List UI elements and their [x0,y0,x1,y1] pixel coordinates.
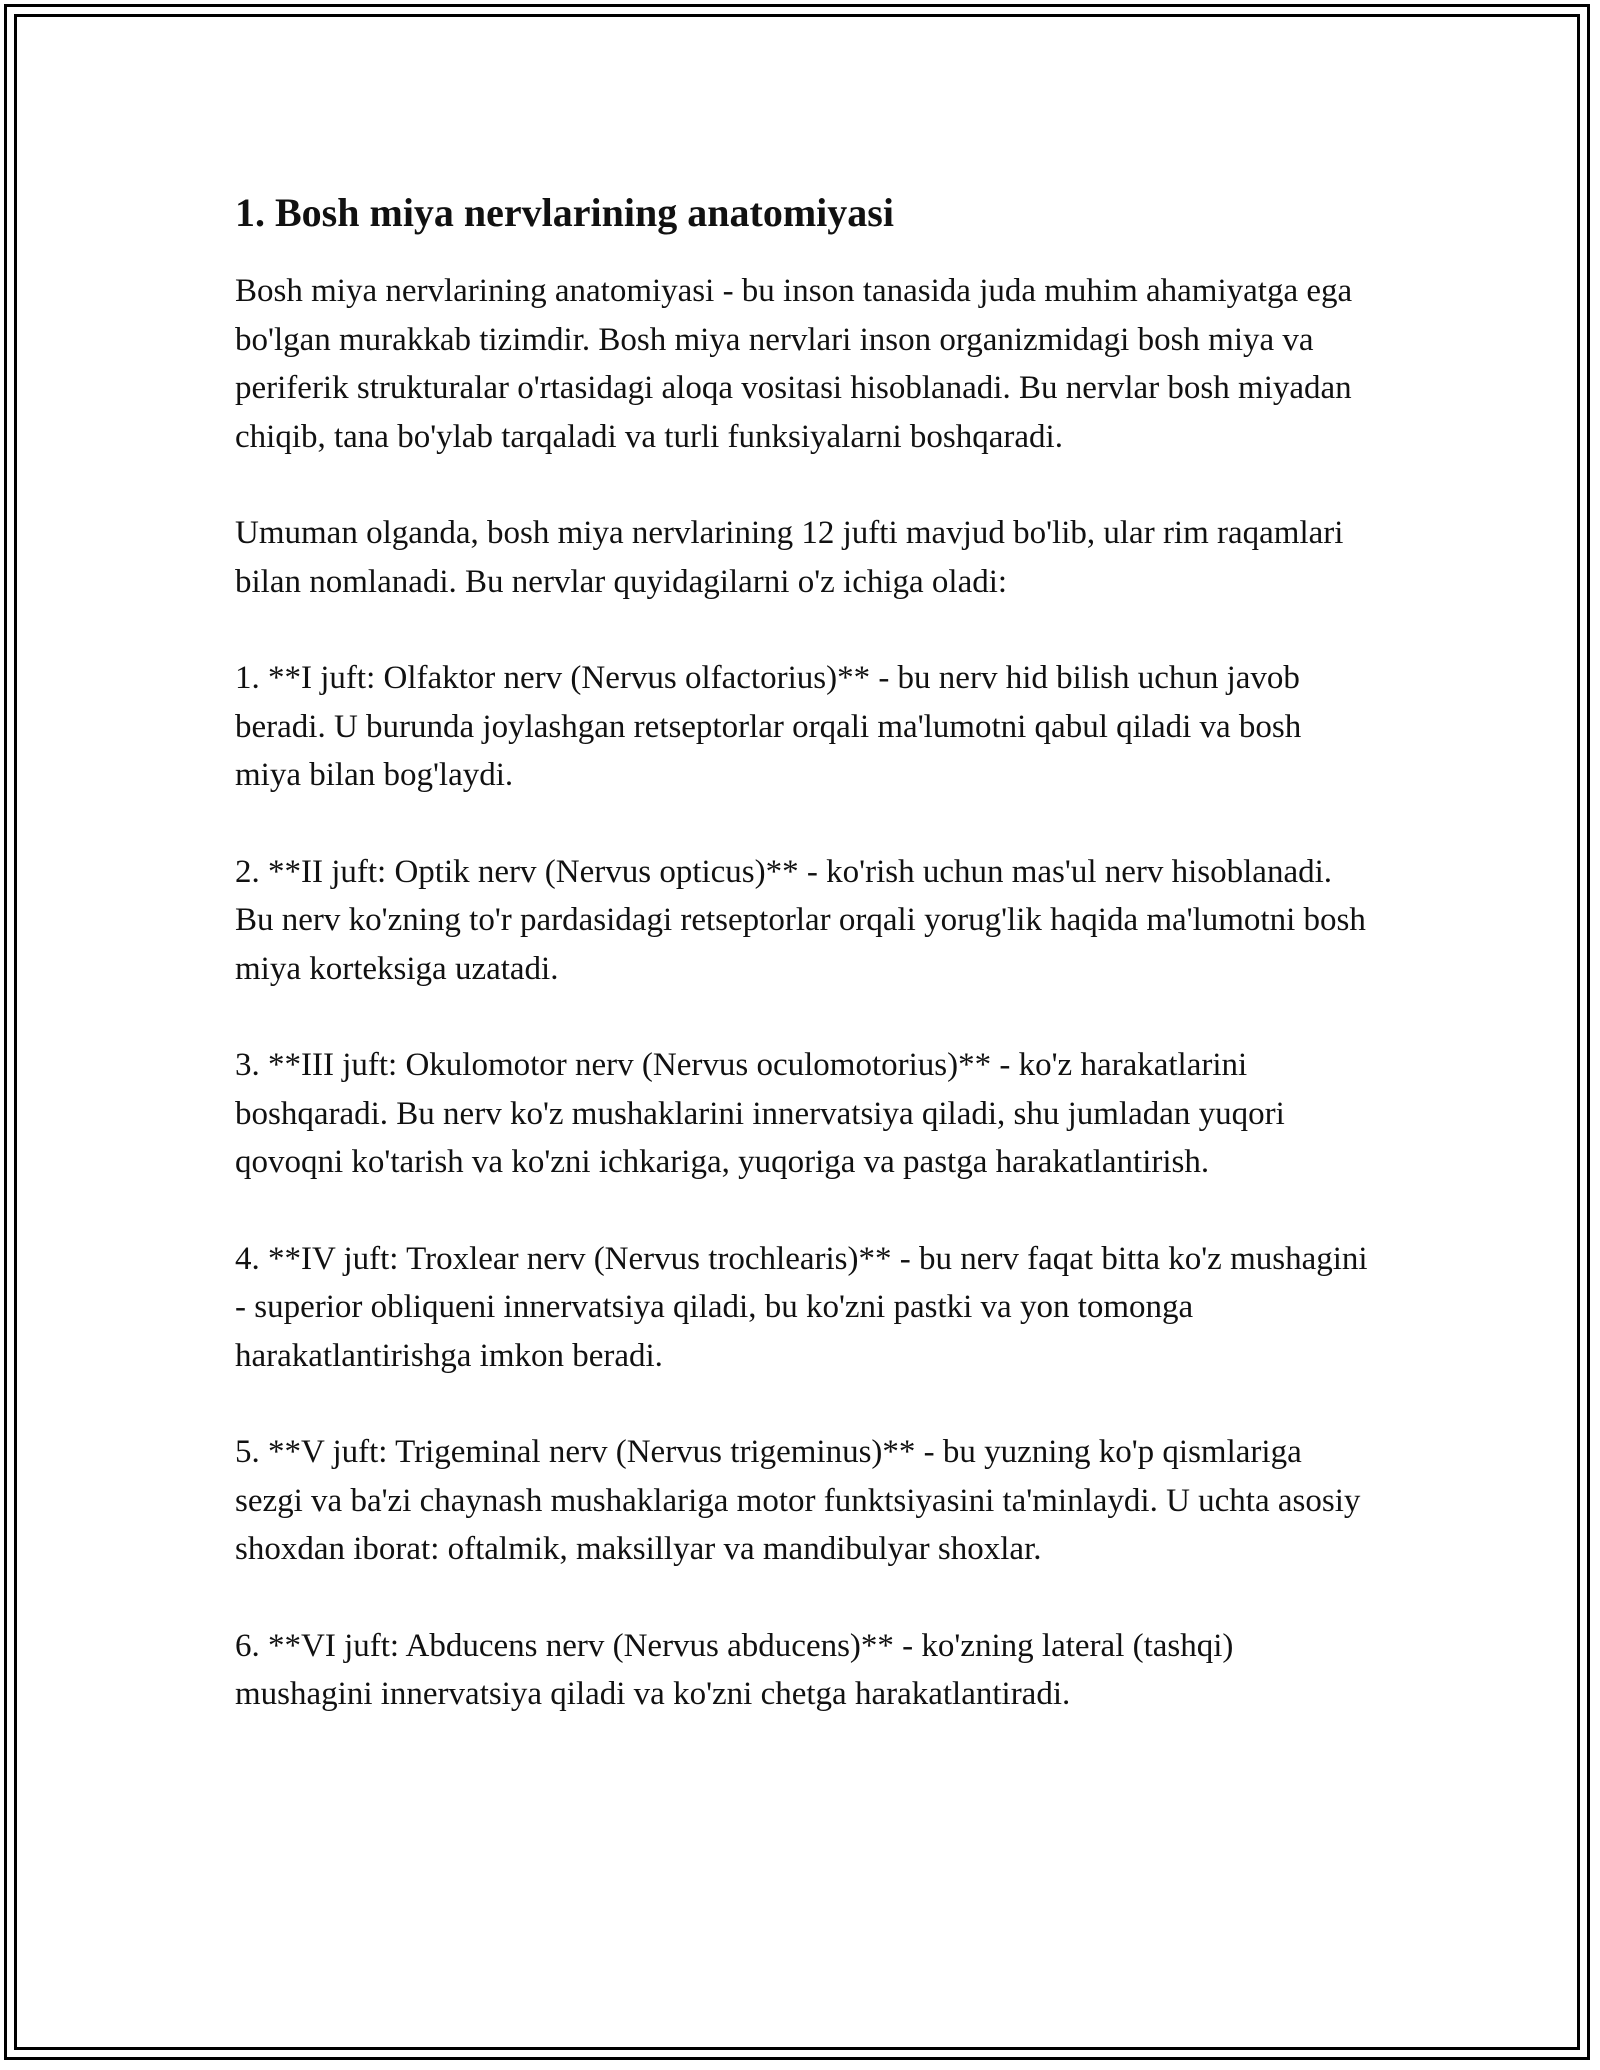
list-item-nerve-4: 4. **IV juft: Troxlear nerv (Nervus trochlearis)** - bu nerv faqat bitta ko'z mushagini - superior obliqueni innervatsiya qiladi, bu ko'zni pastki va yon tomonga harakatlantirishga imkon beradi. [235,1240,1368,1374]
list-item-nerve-3: 3. **III juft: Okulomotor nerv (Nervus oculomotorius)** - ko'z harakatlarini boshqaradi. Bu nerv ko'z mushaklarini innervatsiya qiladi, shu jumladan yuqori qovoqni ko'tarish va ko'zni ichkariga, yuqoriga va pastga harakatlantirish. [235,1047,1285,1180]
list-item-nerve-2: 2. **II juft: Optik nerv (Nervus opticus)** - ko'rish uchun mas'ul nerv hisoblanadi. Bu nerv ko'zning to'r pardasidagi retseptorlar orqali yorug'lik haqida ma'lumotni bosh miya korteksiga uzatadi. [235,853,1366,987]
document-body [235,185,1375,1767]
paragraph-intro: Bosh miya nervlarining anatomiyasi - bu inson tanasida juda muhim ahamiyatga ega bo'lgan murakkab tizimdir. Bosh miya nervlari inson organizmidagi bosh miya va periferik strukturalar o'rtasidagi aloqa vositasi hisoblanadi. Bu nervlar bosh miyadan chiqib, tana bo'ylab tarqaladi va turli funksiyalarni boshqaradi. [235,273,1353,455]
section-heading: 1. Bosh miya nervlarining anatomiyasi [235,190,894,235]
list-item-nerve-1: 1. **I juft: Olfaktor nerv (Nervus olfactorius)** - bu nerv hid bilish uchun javob beradi. U burunda joylashgan retseptorlar orqali ma'lumotni qabul qiladi va bosh miya bilan bog'laydi. [235,660,1302,793]
list-item-nerve-6: 6. **VI juft: Abducens nerv (Nervus abducens)** - ko'zning lateral (tashqi) mushagini innervatsiya qiladi va ko'zni chetga harakatlantiradi. [235,1627,1234,1712]
list-item-nerve-5: 5. **V juft: Trigeminal nerv (Nervus trigeminus)** - bu yuzning ko'p qismlariga sezgi va ba'zi chaynash mushaklariga motor funktsiyasini ta'minlaydi. U uchta asosiy shoxdan iborat: oftalmik, maksillyar va mandibulyar shoxlar. [235,1434,1361,1567]
paragraph-overview: Umuman olganda, bosh miya nervlarining 12 jufti mavjud bo'lib, ular rim raqamlari bilan nomlanadi. Bu nervlar quyidagilarni o'z ichiga oladi: [235,515,1344,600]
